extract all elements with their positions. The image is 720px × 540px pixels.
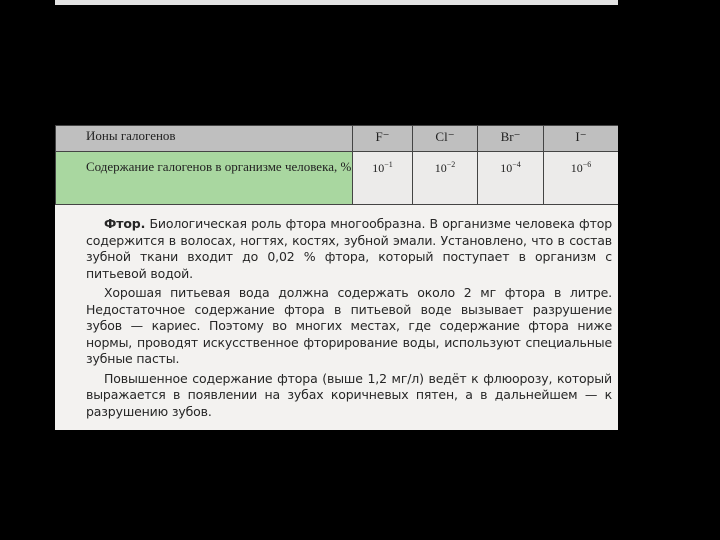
row-label-content: Содержание галогенов в организме человека, % — [56, 152, 353, 205]
table-row-ions — [56, 126, 619, 152]
table-row-content — [56, 152, 619, 205]
article-text — [86, 216, 612, 423]
top-image-strip — [55, 0, 618, 5]
article-heading: Фтор. — [104, 216, 146, 231]
halogen-table — [55, 125, 618, 205]
cell-ion-br: Br⁻ — [478, 126, 544, 152]
paragraph-2: Хорошая питьевая вода должна содержать около 2 мг фтора в литре. Недостаточное содержание фтора в питьевой воде вызывает разрушение зубов — кариес. Поэтому во многих местах, где содержание фтора ниже нормы, проводят искусственное фторирование воды, используют специальные зубные пасты. — [86, 285, 612, 366]
paragraph-1: Фтор. Биологическая роль фтора многообразна. В организме человека фтор содержится в волосах, ногтях, костях, зубной эмали. Установлено, что в состав зубной ткани входит до 0,02 % фтора, который поступает в организм с питьевой водой. — [86, 216, 612, 281]
paragraph-3: Повышенное содержание фтора (выше 1,2 мг/л) ведёт к флюорозу, который выражается в появлении на зубах коричневых пятен, а в дальнейшем — к разрушению зубов. — [86, 370, 612, 419]
cell-content-i: $10^{-6}$ — [544, 152, 619, 205]
textbook-page — [55, 125, 618, 430]
cell-content-f: $10^{-1}$ — [353, 152, 413, 205]
cell-content-cl: $10^{-2}$ — [413, 152, 478, 205]
cell-ion-f: F⁻ — [353, 126, 413, 152]
cell-ion-cl: Cl⁻ — [413, 126, 478, 152]
cell-ion-i: I⁻ — [544, 126, 619, 152]
row-label-ions: Ионы галогенов — [56, 126, 353, 152]
cell-content-br: $10^{-4}$ — [478, 152, 544, 205]
